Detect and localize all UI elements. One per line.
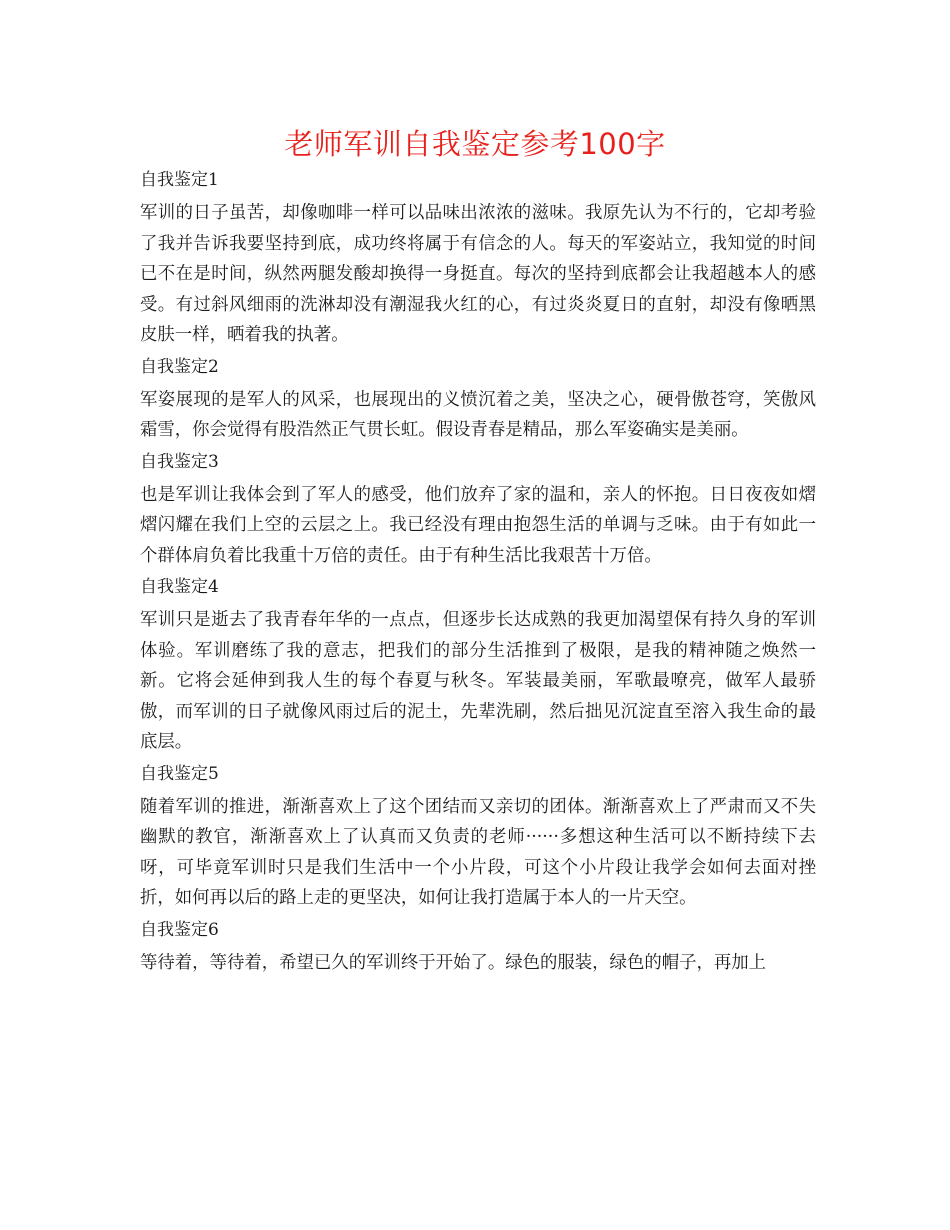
section-heading: 自我鉴定2 bbox=[140, 356, 219, 377]
section-paragraph: 也是军训让我体会到了军人的感受，他们放弃了家的温和，亲人的怀抱。日日夜夜如熠熠闪耀在我们上空的云层之上。我已经没有理由抱怨生活的单调与乏味。由于有如此一个群体肩负着比我重十万倍的责任。由于有种生活比我艰苦十万倍。 bbox=[140, 484, 816, 566]
document-body bbox=[140, 166, 816, 980]
section-heading: 自我鉴定5 bbox=[140, 763, 219, 784]
section-paragraph: 随着军训的推进，渐渐喜欢上了这个团结而又亲切的团体。渐渐喜欢上了严肃而又不失幽默的教官，渐渐喜欢上了认真而又负责的老师······多想这种生活可以不断持续下去呀，可毕竟军训时只是我们生活中一个小片段，可这个小片段让我学会如何去面对挫折，如何再以后的路上走的更坚决，如何让我打造属于本人的一片天空。 bbox=[140, 796, 816, 908]
document-title: 老师军训自我鉴定参考100字 bbox=[284, 127, 666, 161]
section-paragraph: 军训只是逝去了我青春年华的一点点，但逐步长达成熟的我更加渴望保有持久身的军训体验。军训磨练了我的意志，把我们的部分生活推到了极限，是我的精神随之焕然一新。它将会延伸到我人生的每个春夏与秋冬。军装最美丽，军歌最嘹亮，做军人最骄傲，而军训的日子就像风雨过后的泥土，先辈洗刷，然后拙见沉淀直至溶入我生命的最底层。 bbox=[140, 610, 816, 752]
section-heading: 自我鉴定4 bbox=[140, 577, 219, 597]
section-paragraph: 等待着，等待着，希望已久的军训终于开始了。绿色的服装，绿色的帽子，再加上 bbox=[140, 952, 767, 973]
section-paragraph: 军姿展现的是军人的风采，也展现出的义愤沉着之美，坚决之心，硬骨傲苍穹，笑傲风霜雪，你会觉得有股浩然正气贯长虹。假设青春是精品，那么军姿确实是美丽。 bbox=[140, 389, 816, 440]
section-paragraph: 军训的日子虽苦，却像咖啡一样可以品味出浓浓的滋味。我原先认为不行的，它却考验了我并告诉我要坚持到底，成功终将属于有信念的人。每天的军姿站立，我知觉的时间已不在是时间，纵然两腿发酸却换得一身挺直。每次的坚持到底都会让我超越本人的感受。有过斜风细雨的洗淋却没有潮湿我火红的心，有过炎炎夏日的直射，却没有像晒黑皮肤一样，晒着我的执著。 bbox=[140, 203, 816, 345]
section-heading: 自我鉴定1 bbox=[140, 170, 219, 190]
section-heading: 自我鉴定3 bbox=[140, 451, 219, 472]
section-heading: 自我鉴定6 bbox=[140, 919, 219, 940]
